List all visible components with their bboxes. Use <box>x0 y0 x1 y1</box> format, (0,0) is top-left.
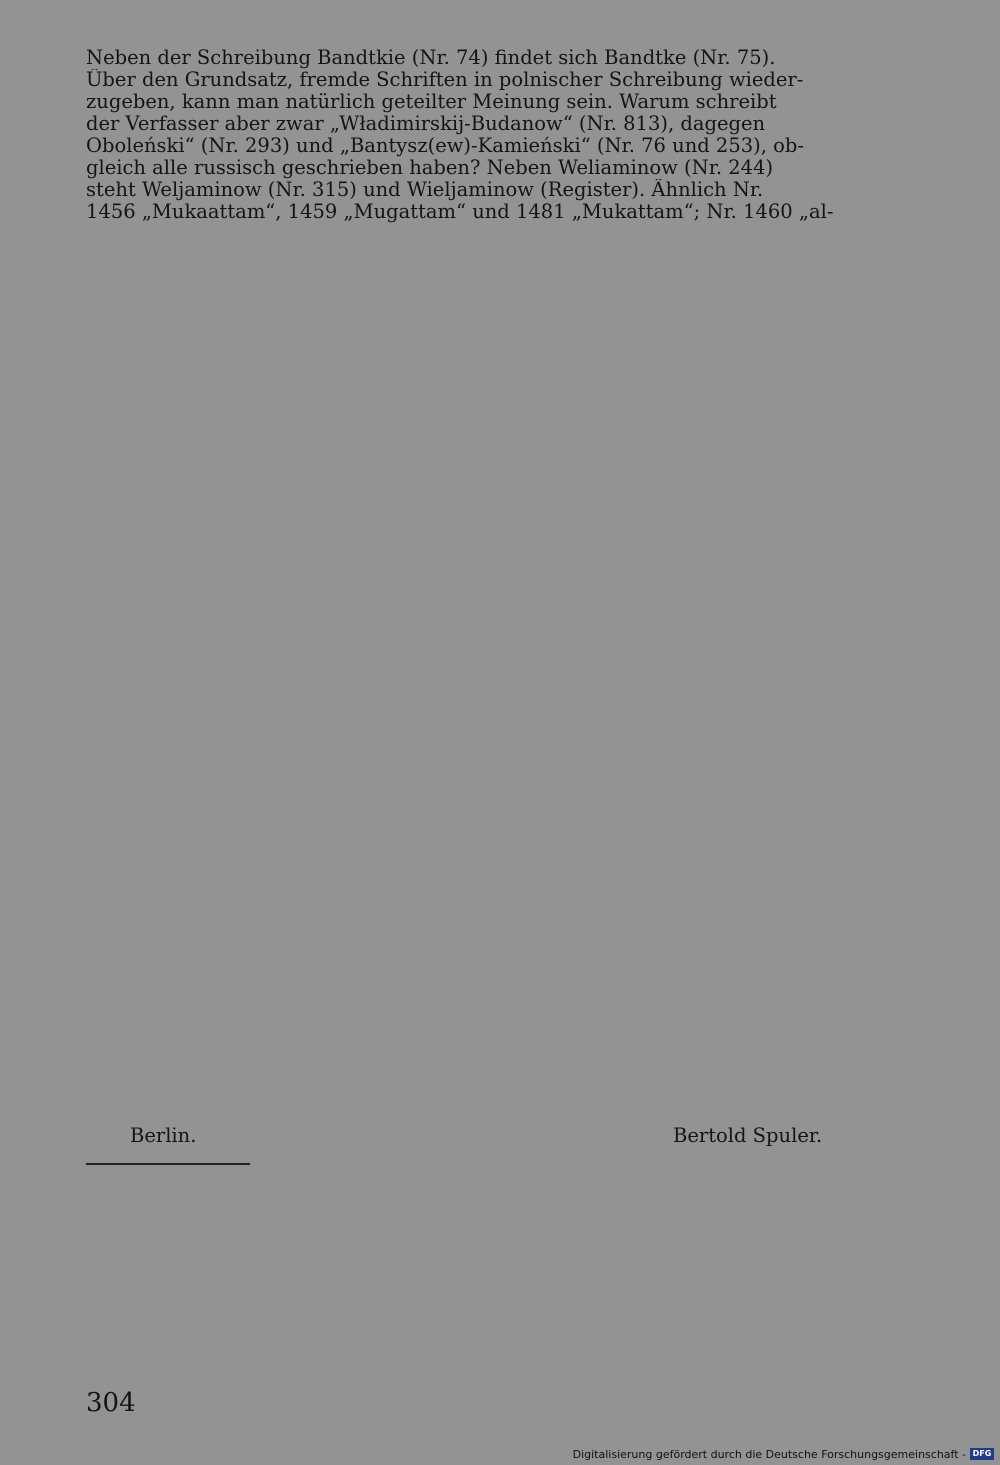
footer-text: Digitalisierung gefördert durch die Deutsche Forschungsgemeinschaft - <box>572 1447 966 1461</box>
body-line: Oboleński“ (Nr. 293) und „Bantysz(ew)-Kamieński“ (Nr. 76 und 253), ob- <box>86 135 804 157</box>
footnote-separator <box>86 1163 250 1165</box>
body-line: Über den Grundsatz, fremde Schriften in polnischer Schreibung wieder- <box>86 69 804 91</box>
page-number: 304 <box>86 1388 136 1418</box>
signature-author: Bertold Spuler. <box>673 1124 823 1147</box>
body-line: steht Weljaminow (Nr. 315) und Wieljaminow (Register). Ähnlich Nr. <box>86 179 764 201</box>
body-line: 1456 „Mukaattam“, 1459 „Mugattam“ und 1481 „Mukattam“; Nr. 1460 „al- <box>86 201 834 223</box>
body-line: zugeben, kann man natürlich geteilter Meinung sein. Warum schreibt <box>86 91 777 113</box>
body-line: gleich alle russisch geschrieben haben? Neben Weliaminow (Nr. 244) <box>86 157 774 179</box>
body-line: der Verfasser aber zwar „Władimirskij-Budanow“ (Nr. 813), dagegen <box>86 113 766 135</box>
body-line: Neben der Schreibung Bandtkie (Nr. 74) findet sich Bandtke (Nr. 75). <box>86 47 776 69</box>
signature-place: Berlin. <box>130 1124 197 1147</box>
dfg-logo-icon: DFG <box>970 1448 994 1460</box>
digitization-footer <box>573 1447 994 1461</box>
